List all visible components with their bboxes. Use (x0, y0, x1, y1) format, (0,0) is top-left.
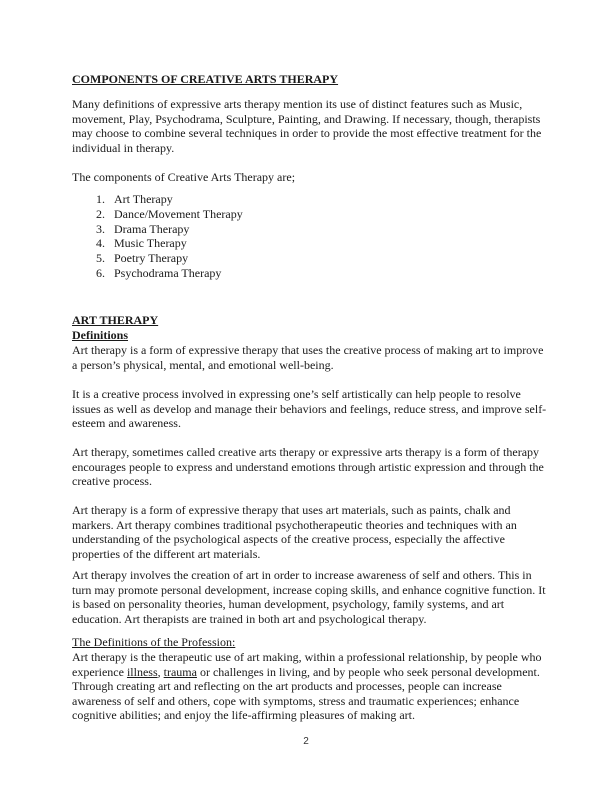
list-item: 1. Art Therapy (108, 192, 583, 207)
list-intro: The components of Creative Arts Therapy are; (72, 170, 296, 184)
profession-heading: The Definitions of the Profession: (72, 635, 236, 649)
section-title-art-therapy: ART THERAPY (72, 313, 159, 327)
trauma-link[interactable]: trauma (163, 664, 197, 679)
paragraph: Art therapy is a form of expressive therapy that uses the creative process of making art to improve a person’s physical, mental, and emotional well-being. (72, 343, 544, 372)
paragraph: Art therapy, sometimes called creative arts therapy or expressive arts therapy is a form of therapy encourages people to express and understand emotions through artistic expression and through the creative process. (72, 445, 544, 489)
list-item: 4. Music Therapy (108, 236, 583, 251)
intro-paragraph: Many definitions of expressive arts therapy mention its use of distinct features such as Music, movement, Play, Psychodrama, Sculpture, Painting, and Drawing. If necessary, though, therapists may choose to combine several techniques in order to provide the most effective treatment for the individual in therapy. (72, 97, 542, 155)
paragraph: It is a creative process involved in expressing one’s self artistically can help people to resolve issues as well as develop and manage their behaviors and feelings, reduce stress, and improve self-esteem and awareness. (72, 387, 547, 431)
separator: , (157, 664, 164, 679)
list-item: 3. Drama Therapy (108, 222, 583, 237)
section-title-components: COMPONENTS OF CREATIVE ARTS THERAPY (72, 72, 339, 86)
illness-link[interactable]: illness (126, 664, 158, 679)
paragraph: Art therapy involves the creation of art in order to increase awareness of self and others. This in turn may promote personal development, increase coping skills, and enhance cognitive function. It is based on personality theories, human development, psychology, family systems, and art education. Art therapists are trained in both art and psychological therapy. (72, 568, 546, 626)
list-item: 6. Psychodrama Therapy (108, 266, 583, 281)
page-number: 2 (303, 736, 309, 747)
paragraph: Art therapy is a form of expressive therapy that uses art materials, such as paints, chalk and markers. Art therapy combines traditional psychotherapeutic theories and techniques with an understanding of the psychological aspects of the creative process, especially the affective properties of the different art materials. (72, 503, 517, 561)
profession-text: Art therapy is the therapeutic use of art making, within a professional relationship, by people who experience (72, 650, 542, 679)
profession-paragraph (72, 650, 547, 723)
components-list (72, 192, 583, 281)
definitions-subtitle: Definitions (72, 328, 129, 342)
list-item: 2. Dance/Movement Therapy (108, 207, 583, 222)
list-item: 5. Poetry Therapy (108, 251, 583, 266)
profession-text: or challenges in living, and by people who seek personal development. Through creating art and reflecting on the art products and processes, people can increase awareness of self and others, cope with symptoms, stress and traumatic experiences; enhance cognitive abilities; and enjoy the life-affirming pleasures of making art. (72, 664, 540, 723)
